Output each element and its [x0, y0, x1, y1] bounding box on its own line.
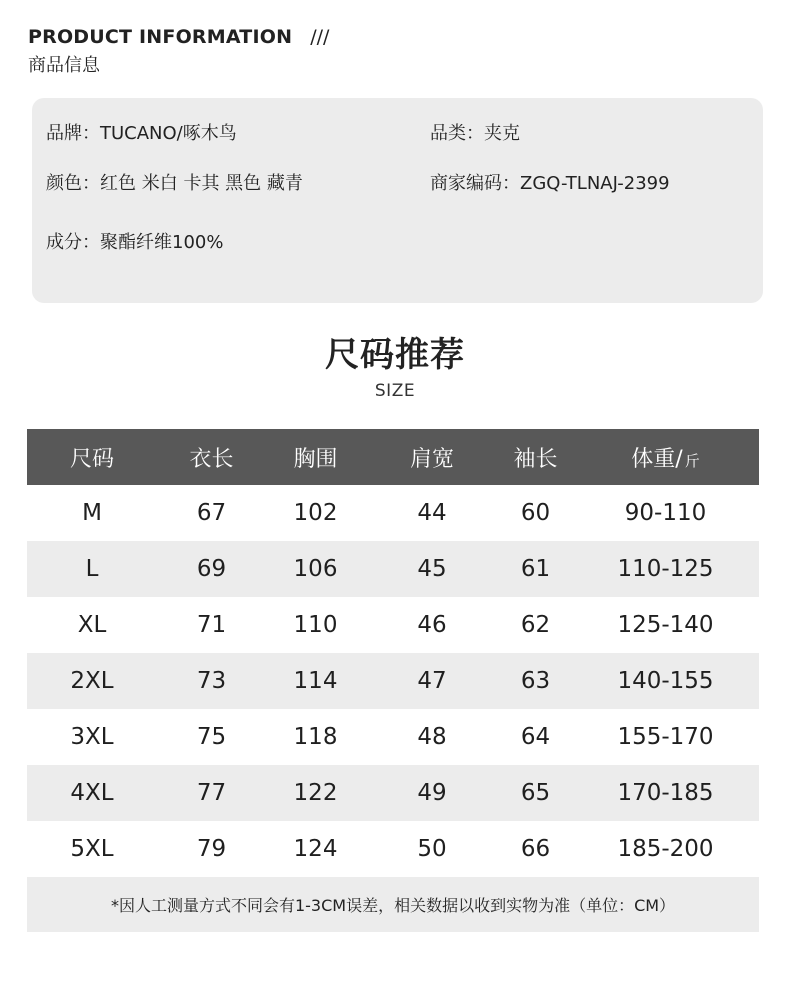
table-cell: 66 — [520, 836, 551, 862]
table-cell: 61 — [520, 556, 551, 582]
info-sku — [430, 173, 670, 195]
table-cell: 44 — [417, 500, 447, 526]
table-cell: 2XL — [70, 668, 114, 694]
info-category-label: 品类： — [430, 123, 484, 144]
table-cell: 140-155 — [617, 668, 714, 694]
info-brand-label: 品牌： — [46, 123, 100, 144]
info-color — [46, 173, 303, 195]
table-cell: L — [85, 556, 99, 582]
table-cell: 71 — [196, 612, 227, 638]
table-cell: 125-140 — [617, 612, 714, 638]
table-cell: 170-185 — [617, 780, 714, 806]
info-brand — [46, 123, 237, 145]
table-cell: 114 — [293, 668, 338, 694]
table-cell: 49 — [417, 780, 447, 806]
table-row — [27, 485, 759, 541]
page-header — [28, 26, 329, 77]
header-title-en: PRODUCT INFORMATION — [28, 26, 293, 48]
measurement-note: *因人工测量方式不同会有1-3CM误差，相关数据以收到实物为准（单位：CM） — [27, 877, 759, 932]
table-cell: M — [82, 500, 102, 526]
header-cell-weight — [572, 429, 759, 485]
header-weight-label: 体重/ — [631, 446, 683, 472]
header-cell-sleeve: 袖长 — [513, 446, 558, 472]
table-cell: 60 — [520, 500, 551, 526]
table-cell: 110 — [293, 612, 338, 638]
table-cell: 64 — [520, 724, 551, 750]
table-row — [27, 821, 759, 877]
table-row — [27, 709, 759, 765]
table-cell: 4XL — [70, 780, 114, 806]
table-cell: 63 — [520, 668, 551, 694]
table-cell: 69 — [196, 556, 227, 582]
header-title-cn: 商品信息 — [28, 55, 100, 76]
size-table — [27, 429, 759, 877]
table-cell: 79 — [196, 836, 227, 862]
table-cell: 62 — [520, 612, 551, 638]
table-cell: 122 — [293, 780, 338, 806]
table-cell: 110-125 — [617, 556, 714, 582]
header-slashes: /// — [310, 26, 330, 48]
size-section-subtitle: SIZE — [374, 381, 416, 401]
table-cell: 47 — [417, 668, 447, 694]
info-brand-value: TUCANO/啄木鸟 — [100, 123, 237, 144]
table-cell: 65 — [520, 780, 551, 806]
table-cell: 118 — [293, 724, 338, 750]
table-cell: 5XL — [70, 836, 114, 862]
info-color-value: 红色 米白 卡其 黑色 藏青 — [100, 173, 303, 194]
table-cell: 185-200 — [617, 836, 714, 862]
table-row — [27, 653, 759, 709]
table-header-row — [27, 429, 759, 485]
table-cell: 75 — [196, 724, 227, 750]
table-cell: XL — [77, 612, 107, 638]
header-cell-chest: 胸围 — [293, 446, 338, 472]
size-section-title: 尺码推荐 — [325, 335, 465, 375]
table-cell: 90-110 — [624, 500, 707, 526]
table-row — [27, 597, 759, 653]
table-cell: 124 — [293, 836, 338, 862]
table-cell: 67 — [196, 500, 227, 526]
table-row — [27, 541, 759, 597]
table-cell: 77 — [196, 780, 227, 806]
table-cell: 46 — [417, 612, 447, 638]
info-material — [46, 232, 223, 254]
info-material-value: 聚酯纤维100% — [100, 232, 224, 253]
table-cell: 50 — [417, 836, 447, 862]
table-cell: 106 — [293, 556, 338, 582]
info-sku-value: ZGQ-TLNAJ-2399 — [520, 173, 670, 194]
table-cell: 48 — [417, 724, 447, 750]
info-category-value: 夹克 — [484, 123, 520, 144]
table-row — [27, 765, 759, 821]
header-weight-unit: 斤 — [684, 451, 700, 470]
info-category — [430, 123, 520, 145]
header-title-row — [28, 26, 329, 48]
table-cell: 155-170 — [617, 724, 714, 750]
table-cell: 3XL — [70, 724, 114, 750]
product-info-card — [32, 98, 763, 303]
info-sku-label: 商家编码： — [430, 173, 520, 194]
table-cell: 45 — [417, 556, 447, 582]
header-cell-size: 尺码 — [69, 446, 114, 472]
header-cell-length: 衣长 — [189, 446, 234, 472]
table-cell: 73 — [196, 668, 227, 694]
info-material-label: 成分： — [46, 232, 100, 253]
table-cell: 102 — [293, 500, 338, 526]
info-color-label: 颜色： — [46, 173, 100, 194]
header-cell-shoulder: 肩宽 — [409, 446, 454, 472]
